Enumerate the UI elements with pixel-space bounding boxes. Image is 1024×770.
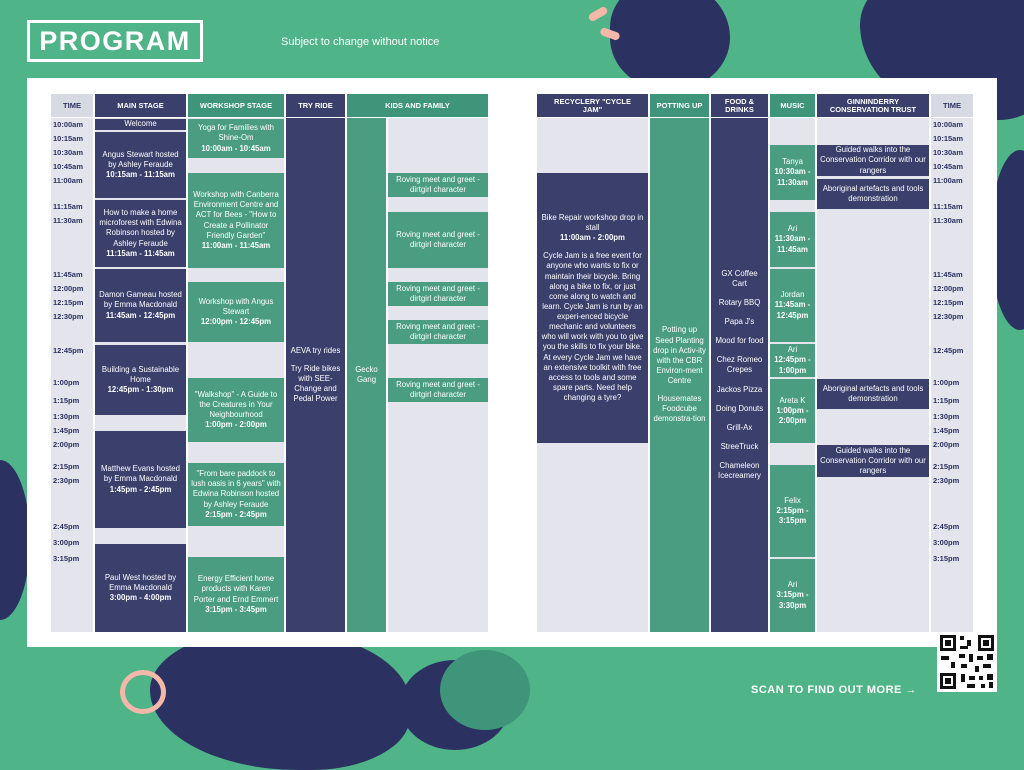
event-title: AEVA try rides [290,345,341,355]
time-label: 11:45am [933,269,963,279]
event-title: Ari [787,224,798,234]
event-time: 12:45pm - 1:30pm [107,385,174,395]
event-block [770,559,815,632]
event-time: 12:45pm - 1:00pm [774,355,811,375]
event-title: Workshop with Angus Stewart [198,296,274,316]
event-title: Aboriginal artefacts and tools demonstration [822,183,924,203]
time-label: 10:15am [933,133,964,143]
decor-blob [120,670,166,714]
page-title: PROGRAM [27,20,203,62]
event-block [650,118,709,632]
event-title: "From bare paddock to lush oasis in 6 years" with Edwina Robinson hosted by Ashley Feraude [191,469,281,509]
col-header-recyclery: RECYCLERY "CYCLE JAM" [537,94,648,117]
scan-link[interactable]: SCAN TO FIND OUT MORE → [751,684,917,696]
col-header-food-drinks: FOOD & DRINKS [711,94,768,117]
try-ride-column [286,118,345,632]
event-block [95,200,186,267]
time-column-right [931,118,973,632]
event-time: 2:15pm - 2:45pm [205,509,267,519]
col-header-music: MUSIC [770,94,815,117]
time-label: 1:45pm [933,425,960,435]
event-time: 1:00pm - 2:00pm [205,420,267,430]
potting-up-column [650,118,709,632]
event-title: Roving meet and greet - dirtgirl character [396,174,480,194]
time-label: 2:30pm [933,475,960,485]
event-block [95,544,186,632]
event-time: 10:15am - 11:15am [106,170,175,180]
event-time: 11:45am - 12:45pm [774,300,811,320]
event-block [95,431,186,528]
time-label: 10:45am [933,161,964,171]
time-label: 2:15pm [53,461,80,471]
decor-blob [587,6,608,23]
event-title: "Walkshop" - A Guide to the Creatures in Your Neighbourhood [194,389,278,419]
food-vendor: Mood for food [715,336,764,346]
event-block [817,445,929,477]
time-label: 1:30pm [53,411,80,421]
time-label: 11:45am [53,269,83,279]
event-title: Jordan [780,290,805,300]
time-label: 12:30pm [53,311,84,321]
event-time: 11:30am - 11:45am [774,234,811,254]
event-title: Roving meet and greet - dirtgirl character [396,321,480,341]
time-label: 2:00pm [53,439,80,449]
event-body: Potting up Seed Planting drop in Activ-ity with the CBR Environ-ment Centre [653,325,706,386]
event-time: 11:15am - 11:45am [106,248,175,258]
event-block [388,173,488,197]
time-label: 11:00am [53,175,83,185]
event-title: Areta K [779,395,806,405]
event-time: 3:15pm - 3:45pm [205,604,267,614]
decor-blob [0,460,30,620]
main-stage-column [95,118,186,632]
time-label: 10:15am [53,133,84,143]
col-header-time: TIME [51,94,93,117]
time-label: 11:00am [933,175,963,185]
food-vendor: Jackos Pizza [716,384,763,394]
event-block [347,118,386,632]
event-time: 11:45am - 12:45pm [105,310,176,320]
event-body: Cycle Jam is a free event for anyone who wants to fix or maintain their bicycle. Bring along a bike to fix, or just come along to watch and learn. Cycle Jam is run by an experi-enced bicycle mechanic and volunteers who will work with you to give you the skills to fix your bike. At every Cycle Jam we have an extensive toolkit with free access to tools and some spare parts. Need help changing a tyre? [541,251,644,402]
event-block [770,465,815,557]
event-title: Ari [787,580,798,590]
time-label: 3:15pm [933,553,960,563]
event-block [188,119,284,158]
time-label: 3:00pm [933,537,960,547]
time-label: 12:00pm [933,283,964,293]
event-block [95,269,186,342]
time-label: 12:30pm [933,311,964,321]
event-block [388,320,488,344]
event-time: 11:00am - 2:00pm [559,233,625,243]
time-label: 11:30am [933,215,963,225]
qr-code[interactable] [937,632,997,692]
time-label: 10:30am [933,147,964,157]
event-block [388,282,488,306]
time-label: 1:30pm [933,411,960,421]
event-title: Felix [784,495,801,505]
time-label: 1:45pm [53,425,80,435]
event-title: Paul West hosted by Emma Macdonald [104,572,177,592]
time-label: 12:45pm [933,345,964,355]
event-block [770,269,815,342]
food-vendor: GX Coffee Cart [721,268,758,288]
event-time: 3:15pm - 3:30pm [776,590,809,610]
event-block [770,145,815,200]
event-block [95,132,186,198]
event-block [817,145,929,176]
time-label: 12:15pm [53,297,84,307]
time-label: 2:00pm [933,439,960,449]
food-vendor: Chez Romeo Crepes [716,355,763,375]
conservation-trust-column [817,118,929,632]
col-header-time-right: TIME [931,94,973,117]
gecko-gang-column [347,118,386,632]
event-title: Aboriginal artefacts and tools demonstration [822,383,924,403]
event-title: Roving meet and greet - dirtgirl character [396,283,480,303]
workshop-stage-column [188,118,284,632]
event-block [537,173,648,443]
event-title: Ari [787,345,798,355]
event-time: 1:00pm - 2:00pm [776,405,809,426]
food-vendor: Papa J's [724,317,755,327]
event-title: Guided walks into the Conservation Corridor with our rangers [820,445,926,476]
event-time: 2:15pm - 3:15pm [776,505,809,526]
col-header-potting-up: POTTING UP [650,94,709,117]
event-time: 1:45pm - 2:45pm [109,484,172,494]
event-title: Workshop with Canberra Environment Centre and ACT for Bees - "How to Create a Pollinator Friendly Garden" [193,190,279,240]
event-body: Housemates Foodcube demonstra-tion [653,394,706,424]
event-block [188,173,284,268]
time-label: 10:30am [53,147,84,157]
col-header-try-ride: TRY RIDE [286,94,345,117]
time-label: 2:45pm [933,521,960,531]
time-label: 10:00am [53,119,84,129]
food-vendor: Rotary BBQ [718,297,761,307]
event-title: Matthew Evans hosted by Emma Macdonald [101,464,180,484]
event-block [188,378,284,442]
event-title: Guided walks into the Conservation Corridor with our rangers [820,145,926,175]
event-block [95,345,186,415]
program-grid [51,94,973,632]
kids-family-column [388,118,488,632]
time-label: 1:15pm [933,395,960,405]
col-header-main-stage: MAIN STAGE [95,94,186,117]
event-block [188,282,284,342]
event-title: Roving meet and greet - dirtgirl character [396,229,480,249]
time-label: 10:00am [933,119,964,129]
event-block [95,119,186,130]
time-label: 2:45pm [53,521,80,531]
event-title: Gecko Gang [355,364,378,384]
event-block [770,379,815,443]
time-label: 10:45am [53,161,84,171]
qr-code-icon [937,632,997,692]
decor-blob [610,0,730,90]
time-label: 12:15pm [933,297,964,307]
col-header-workshop-stage: WORKSHOP STAGE [188,94,284,117]
music-column [770,118,815,632]
event-title: Damon Gameau hosted by Emma Macdonald [99,290,182,310]
time-label: 11:15am [933,201,963,211]
event-time: 10:30am - 11:30am [774,167,811,187]
event-block [817,379,929,409]
event-title: Bike Repair workshop drop in stall [541,212,644,232]
event-title: Roving meet and greet - dirtgirl character [396,379,480,399]
time-label: 3:15pm [53,553,80,563]
time-label: 11:15am [53,201,83,211]
food-vendor: Chameleon Icecreamery [718,461,761,481]
time-label: 1:00pm [53,377,80,387]
event-block [388,378,488,402]
event-title: Energy Efficient home products with Karen Porter and Ernd Emmert [193,574,279,604]
food-list [711,118,768,632]
time-label: 2:30pm [53,475,80,485]
food-vendor: Grill-Ax [726,422,753,432]
event-block [188,557,284,632]
time-label: 3:00pm [53,537,80,547]
event-block [770,212,815,267]
event-block [188,463,284,526]
event-title: Yoga for Families with Shine-Om [198,123,274,143]
event-time: 11:00am - 11:45am [201,240,271,250]
food-drinks-column [711,118,768,632]
decor-blob [150,630,410,770]
decor-blob [440,650,530,730]
time-label: 12:45pm [53,345,84,355]
event-title: Angus Stewart hosted by Ashley Feraude [102,149,179,169]
col-header-conservation-trust: GINNINDERRY CONSERVATION TRUST [817,94,929,117]
event-title: Building a Sustainable Home [101,364,180,384]
time-label: 1:00pm [933,377,960,387]
event-time: 3:00pm - 4:00pm [109,593,172,603]
recyclery-column [537,118,648,632]
time-label: 11:30am [53,215,83,225]
page-subtitle: Subject to change without notice [281,36,440,48]
event-block [388,212,488,268]
food-vendor: Doing Donuts [715,403,764,413]
time-label: 1:15pm [53,395,80,405]
event-title: Welcome [124,119,157,129]
event-block [286,118,345,632]
event-block [817,179,929,209]
time-column-left [51,118,93,632]
event-body: Try Ride bikes with SEE-Change and Pedal Power [290,363,341,404]
event-title: How to make a home microforest with Edwina Robinson hosted by Ashley Feraude [99,208,182,248]
event-time: 10:00am - 10:45am [201,143,271,153]
event-block [770,344,815,377]
time-label: 2:15pm [933,461,960,471]
time-label: 12:00pm [53,283,84,293]
event-title: Tanya [782,157,803,167]
event-time: 12:00pm - 12:45pm [200,317,272,327]
col-header-kids-family: KIDS AND FAMILY [347,94,488,117]
food-vendor: StreeTruck [720,441,759,451]
